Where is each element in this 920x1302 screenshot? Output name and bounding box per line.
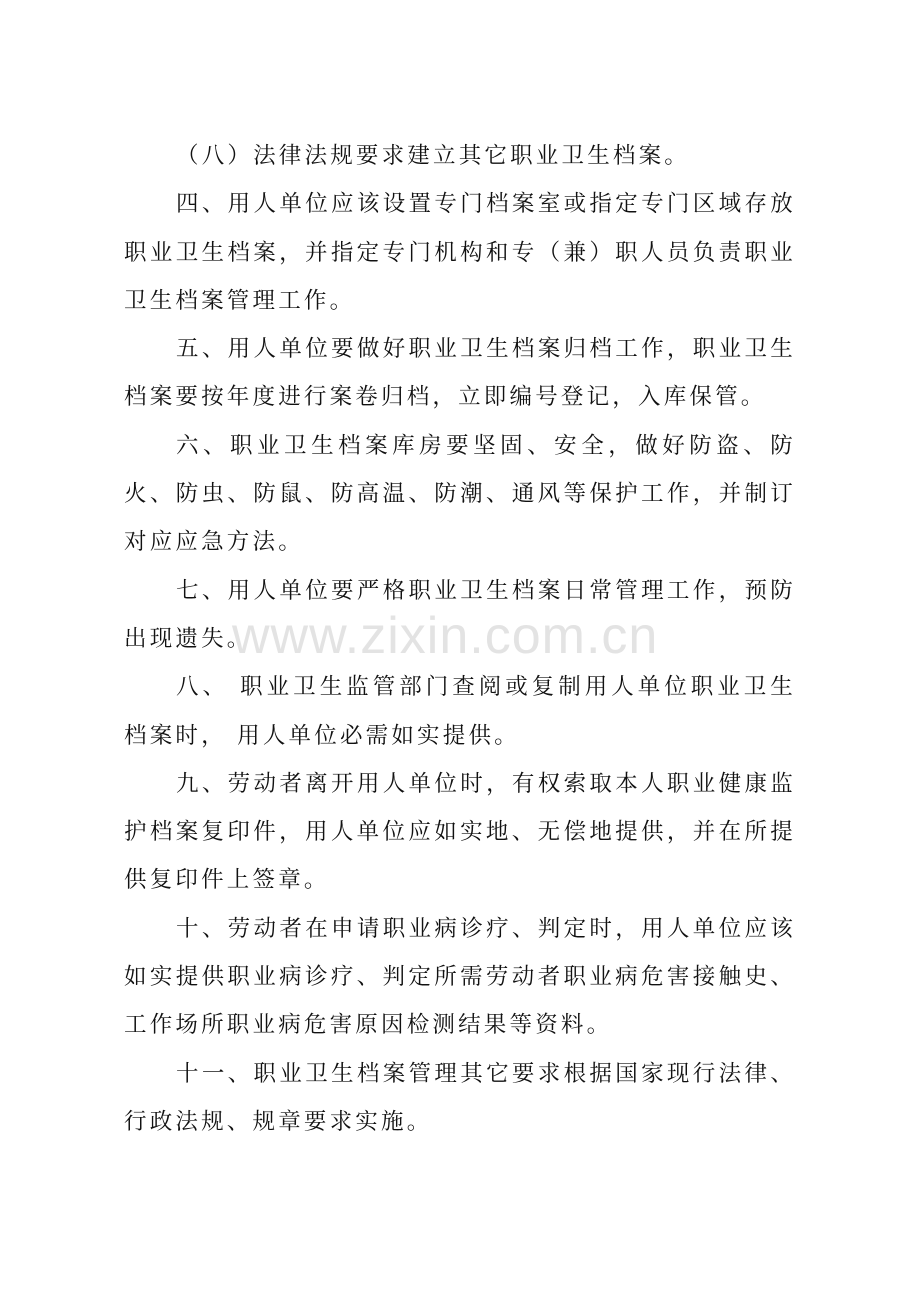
paragraph-clause-9: 九、劳动者离开用人单位时，有权索取本人职业健康监护档案复印件，用人单位应如实地、无偿地提供，并在所提供复印件上签章。: [124, 770, 796, 894]
paragraph-clause-7: 七、用人单位要严格职业卫生档案日常管理工作，预防出现遗失。: [124, 577, 796, 652]
watermark-text: www.zixin.com.cn: [232, 607, 659, 665]
paragraph-clause-10: 十、劳动者在申请职业病诊疗、判定时，用人单位应该如实提供职业病诊疗、判定所需劳动者职业病危害接触史、工作场所职业病危害原因检测结果等资料。: [124, 915, 796, 1039]
paragraph-clause-5: 五、用人单位要做好职业卫生档案归档工作，职业卫生档案要按年度进行案卷归档，立即编号登记，入库保管。: [124, 336, 796, 411]
paragraph-item-8-archives: （八）法律法规要求建立其它职业卫生档案。: [176, 143, 691, 169]
paragraph-clause-4: 四、用人单位应该设置专门档案室或指定专门区域存放职业卫生档案，并指定专门机构和专（兼）职人员负责职业卫生档案管理工作。: [124, 191, 796, 314]
document-body: [124, 132, 796, 1146]
paragraph-clause-6: 六、职业卫生档案库房要坚固、安全，做好防盗、防火、防虫、防鼠、防高温、防潮、通风等保护工作，并制订对应应急方法。: [124, 432, 796, 556]
paragraph-clause-11: 十一、职业卫生档案管理其它要求根据国家现行法律、行政法规、规章要求实施。: [124, 1060, 796, 1135]
paragraph-clause-8: 八、 职业卫生监管部门查阅或复制用人单位职业卫生档案时， 用人单位必需如实提供。: [124, 674, 796, 749]
